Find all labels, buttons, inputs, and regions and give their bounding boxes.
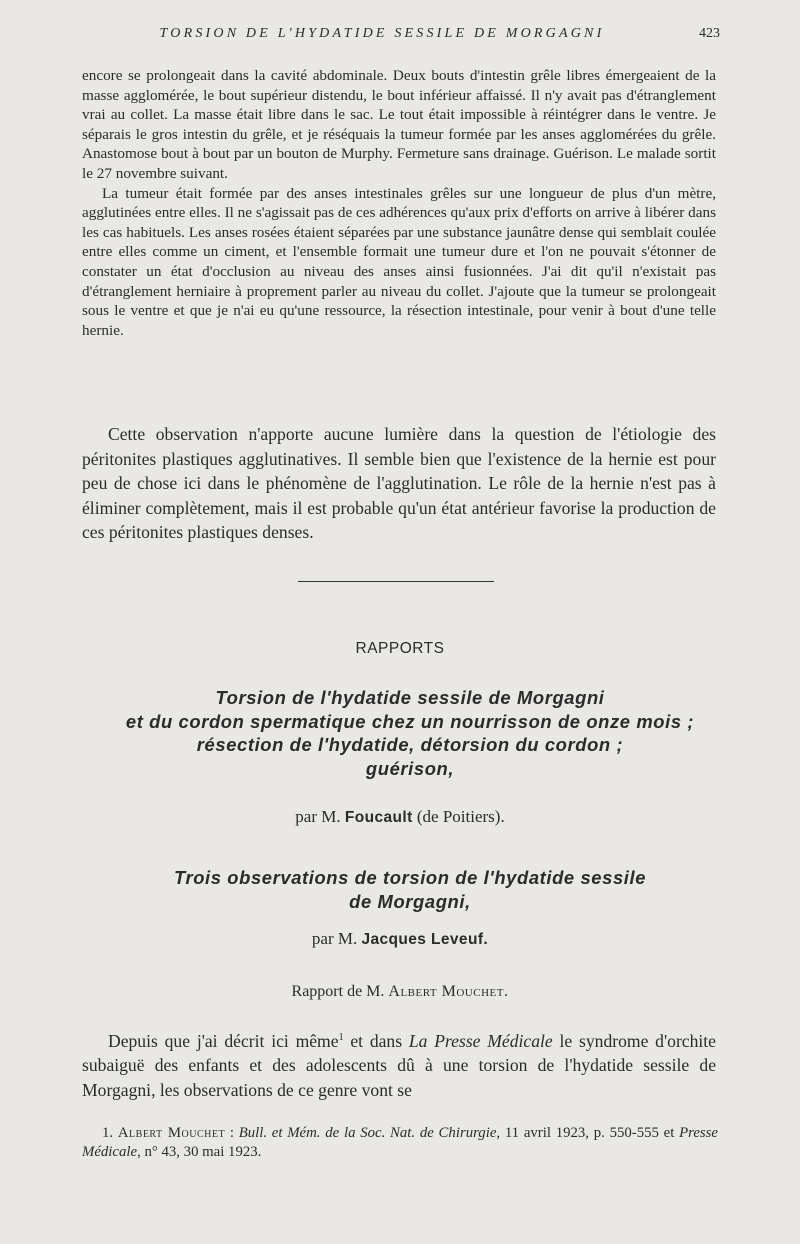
case-paragraph-1: encore se prolongeait dans la cavité abdominale. Deux bouts d'intestin grêle libres émergeaient de la masse agglomérée, le bout supérieur distendu, le bout inférieur affaissé. Il n'y avait pas d'étranglement vrai au collet. La masse était libre dans le sac. Le tout était impossible à réintégrer dans le ventre. Je séparais le gros intestin du grêle, et je réséquais la tumeur formée par les anses agglomérées du grêle. Anastomose bout à bout par un bouton de Murphy. Fermeture sans drainage. Guérison. Le malade sortit le 27 novembre suivant. [82,67,716,182]
title-line: Trois observations de torsion de l'hydatide sessile [173,867,647,888]
footnote-reference[interactable]: 1 [338,1032,344,1043]
section-divider [298,581,494,582]
running-head [82,26,720,46]
author-name: Jacques Leveuf. [361,931,489,948]
report-body [82,1026,716,1103]
title-line: résection de l'hydatide, détorsion du cordon ; [196,734,624,755]
by-prefix: par M. [311,929,358,948]
title-line: guérison, [365,757,455,779]
body-text: et dans [343,1030,409,1051]
case-paragraph-2: La tumeur était formée par des anses intestinales grêles sur une longueur de plus d'un mètre, agglutinées entre elles. Il ne s'agissait pas de ces adhérences qu'aux prix d'efforts on arrive à libérer dans les cas habituels. Les anses rosées étaient séparées par une substance jaunâtre dense qui semblait coulée entre elles comme un ciment, et l'ensemble formait une tumeur dure et l'on ne pouvait s'étonner de constater un état d'occlusion au niveau des anses ainsi fusionnées. J'ai dit qu'il n'existait pas d'étranglement herniaire à proprement parler au niveau du collet. J'ajoute que la tumeur se prolongeait sous le ventre et que je n'ai eu qu'une ressource, la résection intestinale, pour venir à bout d'une telle hernie. [82,184,716,339]
title-line: Torsion de l'hydatide sessile de Morgagni [215,687,605,708]
body-text: le syndrome d'orchite subaiguë des enfants et des adolescents dû à une torsion de l'hydatide sessile de Morgagni, les observations de ce genre vont se [82,1030,716,1101]
body-text: Depuis que j'ai décrit ici même [108,1030,339,1051]
commentary-paragraph: Cette observation n'apporte aucune lumière dans la question de l'étiologie des péritonites plastiques agglutinatives. Il semble bien que l'existence de la hernie est pour peu de chose ici dans le phénomène de l'agglutination. Le rôle de la hernie n'est pas à éliminer complètement, mais il est probable qu'un état antérieur favorise la production de ces péritonites plastiques denses. [82,424,716,543]
footnote-issue: , n° 43, 30 mai 1923. [137,1144,262,1160]
author-affiliation: (de Poitiers). [416,807,505,826]
footnote-journal: Presse Médicale [82,1125,718,1160]
footnote-source: Bull. et Mém. de la Soc. Nat. de Chirurgie [238,1125,497,1141]
article-1-byline [0,807,800,827]
report-paragraph [82,1026,716,1103]
footnote-number: 1. [102,1125,114,1141]
report-attribution [0,983,800,1001]
page-number: 423 [699,26,720,41]
footnote [82,1124,718,1162]
footnote-author: Albert Mouchet [117,1125,226,1141]
case-report-continuation [82,66,716,340]
title-line: de Morgagni, [349,890,471,912]
footnote-separator: : [225,1125,239,1141]
article-2-title [60,866,760,913]
author-name: Foucault [344,809,413,826]
commentary-block [82,422,716,545]
section-heading: RAPPORTS [355,640,445,657]
article-1-title [60,686,760,780]
journal-name: La Presse Médicale [408,1030,553,1051]
report-prefix: Rapport de M. [291,983,385,1000]
footnote-detail: , 11 avril 1923, p. 550-555 et [496,1125,680,1141]
reporter-name: Albert Mouchet. [388,983,509,1000]
article-2-byline [0,929,800,949]
by-prefix: par M. [295,807,341,826]
title-line: et du cordon spermatique chez un nourrisson de onze mois ; [125,710,695,732]
running-title: TORSION DE L'HYDATIDE SESSILE DE MORGAGNI [159,26,605,41]
